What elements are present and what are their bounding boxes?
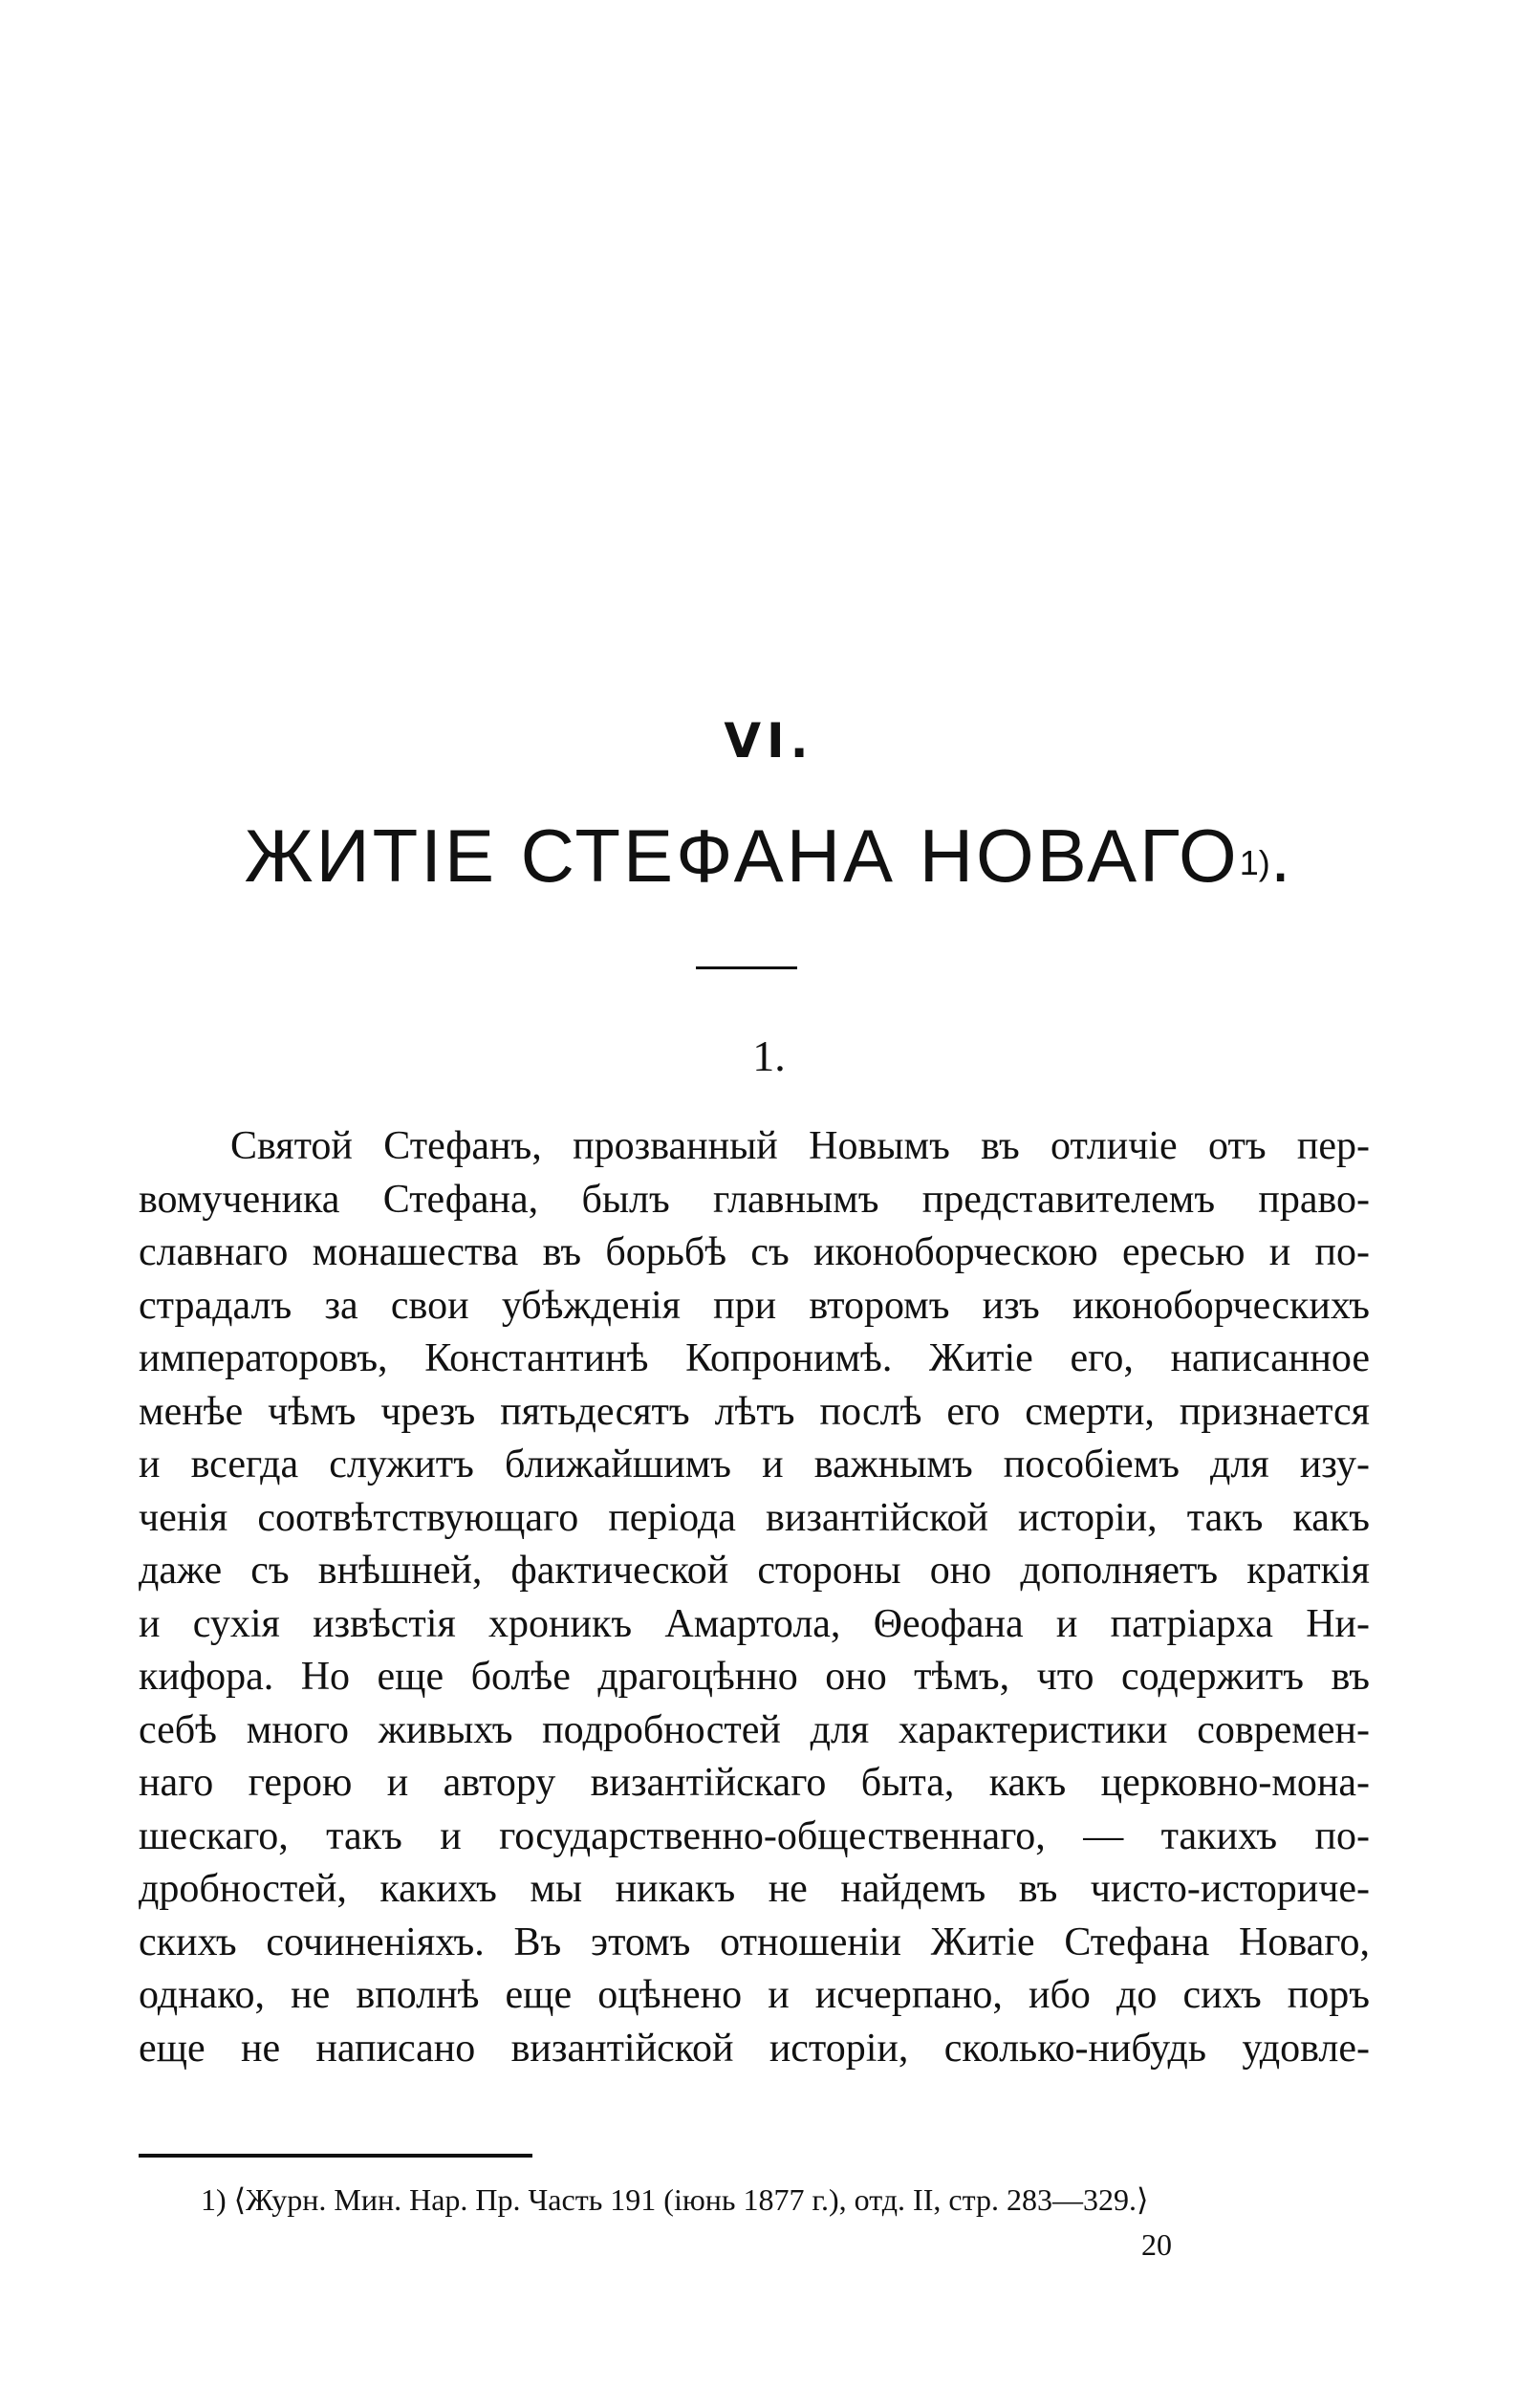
footnote: 1) ⟨Журн. Мин. Нар. Пр. Часть 191 (іюнь 1877 г.), отд. II, стр. 283—329.⟩ (201, 2182, 1149, 2217)
text-line: однако, не вполнѣ еще оцѣнено и исчерпано, ибо до сихъ поръ (139, 1973, 1370, 2017)
text-line: дробностей, какихъ мы никакъ не найдемъ въ чисто-историче- (139, 1867, 1370, 1911)
text-line: себѣ много живыхъ подробностей для характеристики современ- (139, 1707, 1370, 1752)
text-line: Святой Стефанъ, прозванный Новымъ въ отличіе отъ пер- (230, 1124, 1370, 1168)
title-end-punct: . (1269, 814, 1294, 898)
text-line: ченія соотвѣтствующаго періода византійской исторіи, такъ какъ (139, 1495, 1370, 1540)
section-number: 1. (752, 1031, 786, 1080)
chapter-roman-numeral: VI. (724, 713, 814, 769)
text-line: менѣе чѣмъ чрезъ пятьдесятъ лѣтъ послѣ его смерти, признается (139, 1389, 1370, 1434)
text-line: и всегда служитъ ближайшимъ и важнымъ пособіемъ для изу- (139, 1443, 1370, 1486)
body-text (139, 1120, 1370, 2075)
text-line: императоровъ, Константинѣ Копронимѣ. Житіе его, написанное (139, 1336, 1370, 1380)
text-line: шескаго, такъ и государственно-общественнаго, — такихъ по- (139, 1813, 1370, 1858)
text-line: страдалъ за свои убѣжденія при второмъ изъ иконоборческихъ (139, 1283, 1370, 1328)
title-divider-rule (696, 966, 797, 969)
text-line: и сухія извѣстія хроникъ Амартола, Θеофана и патріарха Ни- (139, 1601, 1370, 1646)
text-line: славнаго монашества въ борьбѣ съ иконоборческою ересью и по- (139, 1230, 1370, 1274)
chapter-title (0, 808, 1538, 903)
text-line: скихъ сочиненіяхъ. Въ этомъ отношеніи Житіе Стефана Новаго, (139, 1920, 1370, 1964)
text-line: наго герою и автору византійскаго быта, какъ церковно-мона- (139, 1761, 1370, 1805)
footnote-separator-rule (139, 2154, 532, 2158)
text-line: даже съ внѣшней, фактической стороны оно дополняетъ краткія (139, 1549, 1370, 1593)
chapter-title-text: ЖИТІЕ СТЕФАНА НОВАГО (244, 814, 1240, 898)
text-line: вомученика Стефана, былъ главнымъ представителемъ право- (139, 1177, 1370, 1222)
title-footnote-mark: 1) (1239, 843, 1270, 882)
text-line: кифора. Но еще болѣе драгоцѣнно оно тѣмъ, что содержитъ въ (139, 1655, 1370, 1699)
page-number: 20 (1141, 2227, 1172, 2262)
text-line: еще не написано византійской исторіи, сколько-нибудь удовле- (139, 2026, 1370, 2071)
